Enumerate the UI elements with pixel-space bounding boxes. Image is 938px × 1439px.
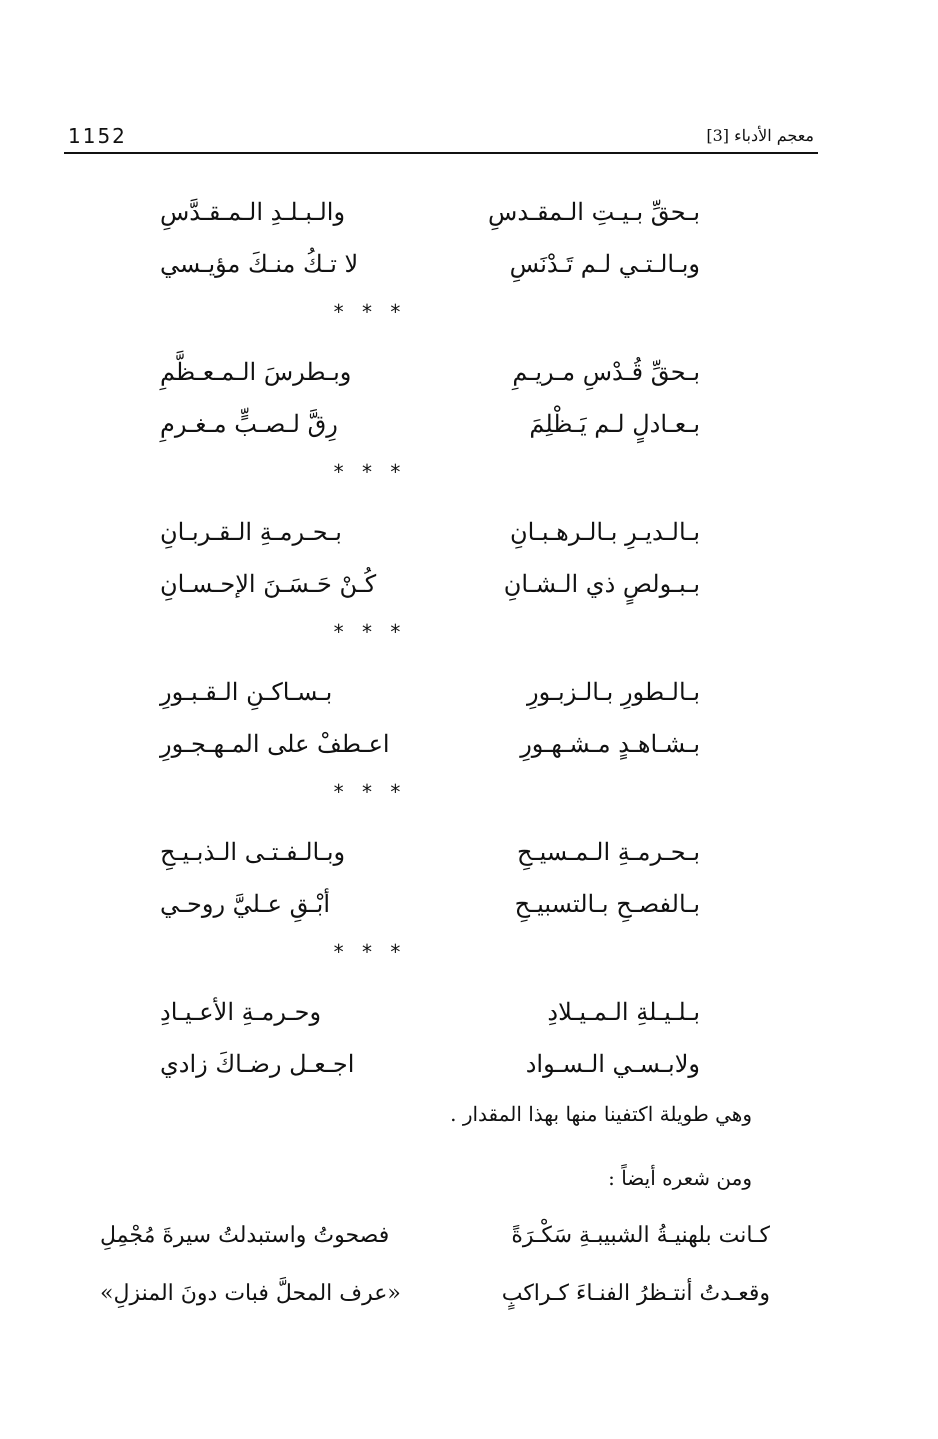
verse-line bbox=[160, 238, 700, 290]
header-rule bbox=[64, 152, 818, 154]
stanza-3 bbox=[160, 506, 700, 666]
hemistich-right: بـالـديـرِ بـالـرهـبـانِ bbox=[509, 518, 700, 546]
prose-remark: وهي طويلة اكتفينا منها بهذا المقدار . bbox=[450, 1102, 752, 1126]
running-title: معجم الأدباء [3] bbox=[706, 126, 814, 145]
verse-line bbox=[160, 1038, 700, 1090]
hemistich-right: بـلـيـلةِ الـمـيـلادِ bbox=[547, 998, 700, 1026]
hemistich-right: بـبـولصٍ ذي الـشـانِ bbox=[503, 570, 700, 598]
hemistich-left: بـحـرمـةِ الـقـربـانِ bbox=[160, 518, 342, 546]
verse-line bbox=[160, 506, 700, 558]
verse-line bbox=[160, 666, 700, 718]
hemistich-right: بـالـطورِ بـالـزبـورِ bbox=[527, 678, 700, 706]
stanza-separator: * * * bbox=[333, 620, 407, 644]
verse-line bbox=[160, 878, 700, 930]
hemistich-right: بـالفصـحِ بـالتسبيـحِ bbox=[514, 890, 700, 918]
verse-line bbox=[160, 558, 700, 610]
hemistich-right: بـحقِّ بـيـتِ الـمقـدسِ bbox=[488, 198, 700, 226]
page-number: 1152 bbox=[68, 124, 127, 148]
hemistich-left: وحـرمـةِ الأعـيـادِ bbox=[160, 998, 322, 1026]
stanza-6 bbox=[160, 986, 700, 1090]
hemistich-right: بـعـادلٍ لـم يَـظْلِمَ bbox=[529, 410, 700, 438]
hemistich-left: رِقَّ لـصـبٍّ مـغـرمِ bbox=[160, 410, 338, 438]
stanza-separator: * * * bbox=[333, 940, 407, 964]
hemistich-left: بـسـاكـنِ الـقـبـورِ bbox=[160, 678, 333, 706]
hemistich-left: فصحوتُ واستبدلتُ سيرةَ مُجْمِلِ bbox=[100, 1222, 390, 1248]
stanza-separator: * * * bbox=[333, 300, 407, 324]
stanza-separator: * * * bbox=[333, 460, 407, 484]
stanza-1 bbox=[160, 186, 700, 346]
hemistich-right: بـحـرمـةِ الـمـسيـحِ bbox=[517, 838, 700, 866]
stanza-5 bbox=[160, 826, 700, 986]
verse-line bbox=[160, 826, 700, 878]
verse-line bbox=[160, 186, 700, 238]
hemistich-left: اعـطفْ على المـهـجـورِ bbox=[160, 730, 390, 758]
verse-line bbox=[100, 1206, 770, 1264]
hemistich-right: بـحقِّ قُـدْسِ مـريـمِ bbox=[512, 358, 700, 386]
verse-line bbox=[160, 718, 700, 770]
final-poem bbox=[100, 1206, 770, 1322]
hemistich-right: كـانت بلهنيـةُ الشبيبـةِ سَكْـرَةً bbox=[511, 1222, 770, 1248]
hemistich-left: لا تـكُ منـكَ مؤيـسي bbox=[160, 250, 359, 278]
hemistich-left: اجـعـل رضـاكَ زادي bbox=[160, 1050, 355, 1078]
stanza-separator: * * * bbox=[333, 780, 407, 804]
hemistich-left: «عرف المحلَّ فبات دونَ المنزلِ» bbox=[100, 1280, 401, 1306]
hemistich-left: وبـطرسَ الـمـعـظَّمِ bbox=[160, 358, 352, 386]
hemistich-left: أبْـقِ عـليَّ روحـي bbox=[160, 890, 331, 918]
verse-line bbox=[160, 346, 700, 398]
hemistich-left: والـبـلـدِ الـمـقـدَّسِ bbox=[160, 198, 346, 226]
hemistich-right: وبـالـتـي لـم تَـدْنَسِ bbox=[509, 250, 700, 278]
verse-line bbox=[160, 398, 700, 450]
hemistich-left: كُـنْ حَـسَـنَ الإحـسـانِ bbox=[160, 570, 377, 598]
verse-line bbox=[160, 986, 700, 1038]
stanza-2 bbox=[160, 346, 700, 506]
hemistich-right: بـشـاهـدٍ مـشـهـورِ bbox=[520, 730, 700, 758]
hemistich-right: ولابـسـي الـسـواد bbox=[525, 1050, 700, 1078]
poem-stanzas bbox=[160, 186, 700, 1090]
stanza-4 bbox=[160, 666, 700, 826]
verse-line bbox=[100, 1264, 770, 1322]
hemistich-left: وبـالـفـتـى الـذبـيـحِ bbox=[160, 838, 346, 866]
hemistich-right: وقعـدتُ أنتـظرُ الفنـاءَ كـراكبٍ bbox=[501, 1280, 770, 1306]
prose-intro: ومن شعره أيضاً : bbox=[608, 1166, 752, 1190]
